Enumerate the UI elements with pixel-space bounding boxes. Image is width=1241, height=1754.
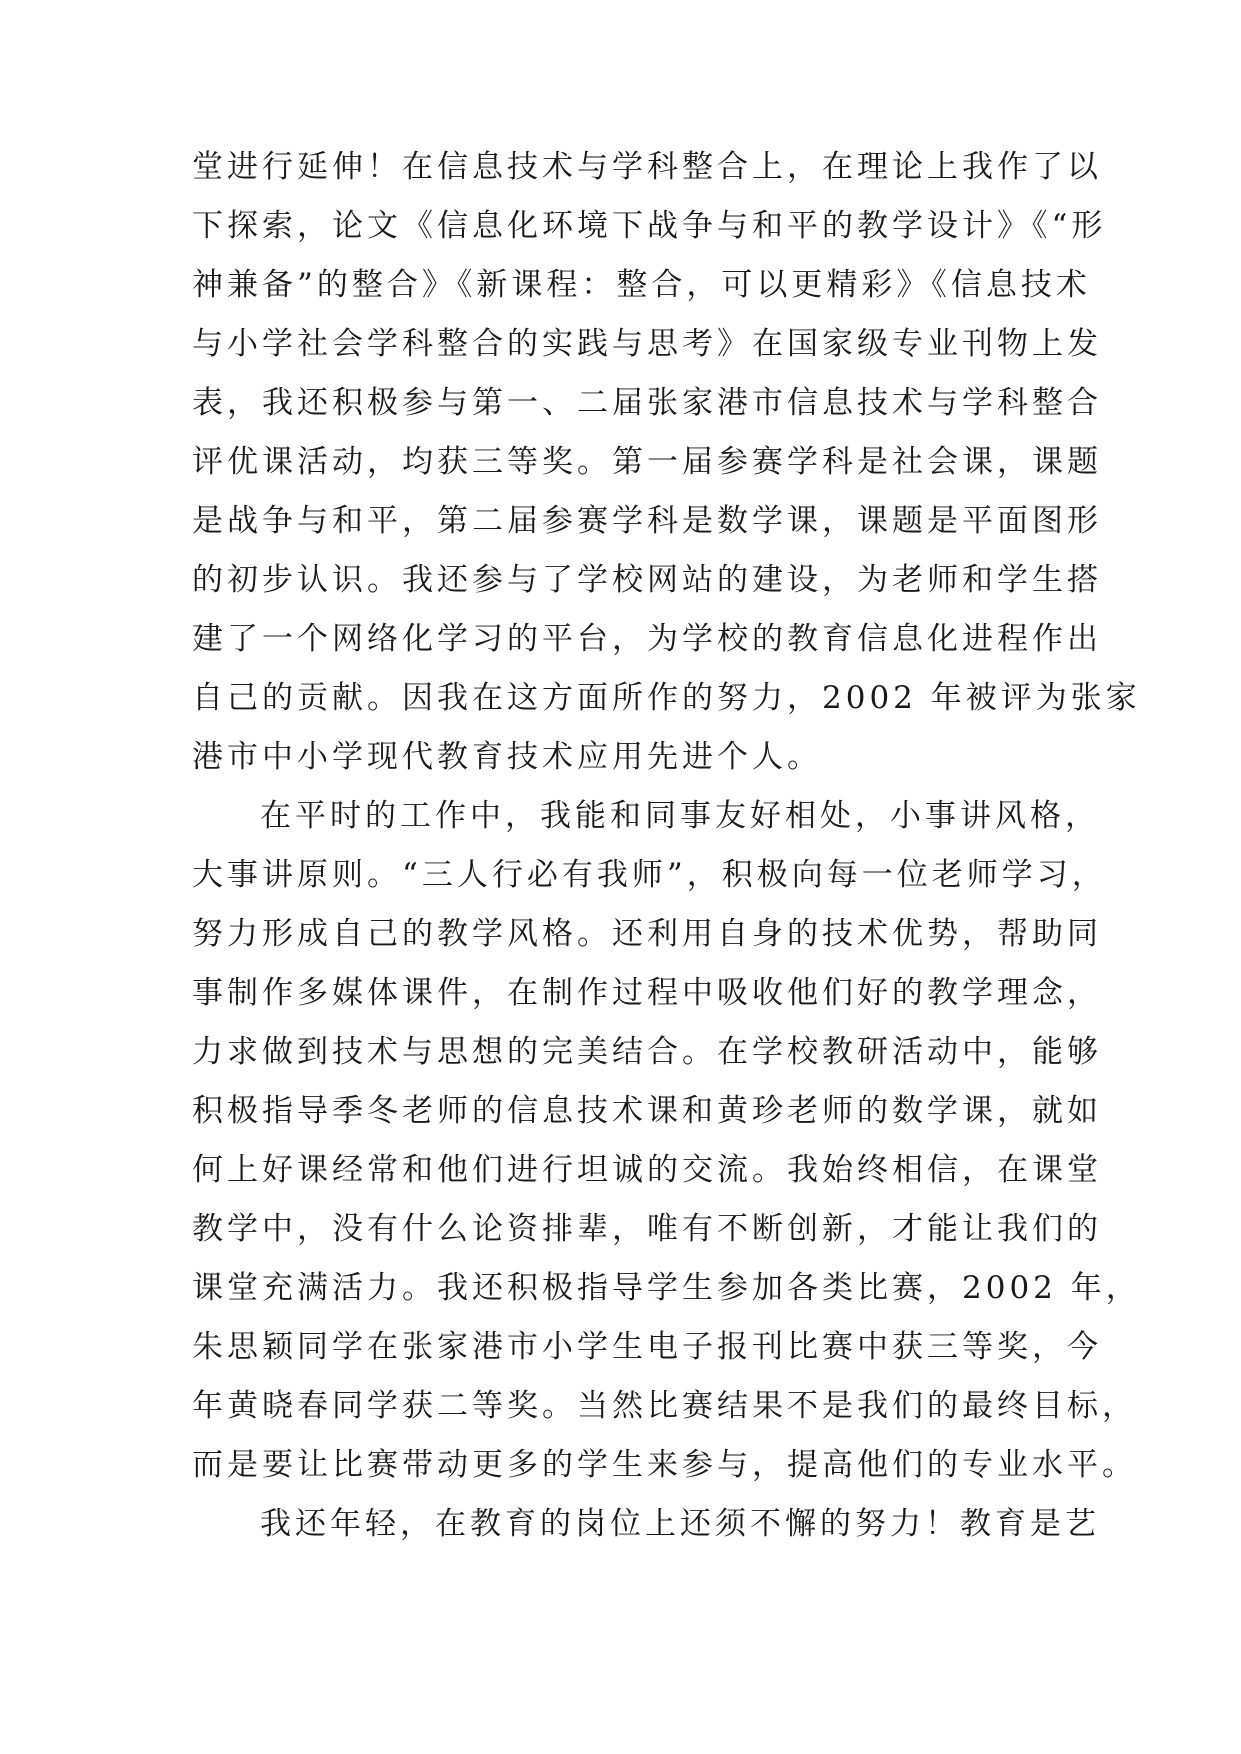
text-line: 建了一个网络化学习的平台，为学校的教育信息化进程作出 — [192, 621, 1102, 657]
text-line: 港市中小学现代教育技术应用先进个人。 — [192, 739, 822, 775]
text-line: 大事讲原则。“三人行必有我师”，积极向每一位老师学习， — [192, 857, 1107, 893]
text-line: 自己的贡献。因我在这方面所作的努力，2002 年被评为张家 — [192, 680, 1141, 716]
text-line: 而是要让比赛带动更多的学生来参与，提高他们的专业水平。 — [192, 1447, 1137, 1483]
text-line: 力求做到技术与思想的完美结合。在学校教研活动中，能够 — [192, 1034, 1102, 1070]
text-line: 教学中，没有什么论资排辈，唯有不断创新，才能让我们的 — [192, 1211, 1102, 1247]
text-line: 表，我还积极参与第一、二届张家港市信息技术与学科整合 — [192, 385, 1102, 421]
text-line: 课堂充满活力。我还积极指导学生参加各类比赛，2002 年， — [192, 1270, 1141, 1306]
text-line: 下探索，论文《信息化环境下战争与和平的教学设计》《“形 — [192, 208, 1107, 244]
text-line: 评优课活动，均获三等奖。第一届参赛学科是社会课，课题 — [192, 444, 1102, 480]
text-line: 与小学社会学科整合的实践与思考》在国家级专业刊物上发 — [192, 326, 1102, 362]
text-line: 事制作多媒体课件，在制作过程中吸收他们好的教学理念， — [192, 975, 1102, 1011]
paragraph-start-line: 我还年轻，在教育的岗位上还须不懈的努力！教育是艺 — [260, 1506, 1100, 1542]
text-line: 何上好课经常和他们进行坦诚的交流。我始终相信，在课堂 — [192, 1152, 1102, 1188]
body-text — [192, 138, 1141, 1554]
text-line: 年黄晓春同学获二等奖。当然比赛结果不是我们的最终目标， — [192, 1388, 1137, 1424]
text-line: 是战争与和平，第二届参赛学科是数学课，课题是平面图形 — [192, 503, 1102, 539]
text-line: 积极指导季冬老师的信息技术课和黄珍老师的数学课，就如 — [192, 1093, 1102, 1129]
text-line: 朱思颖同学在张家港市小学生电子报刊比赛中获三等奖，今 — [192, 1329, 1102, 1365]
paragraph-start-line: 在平时的工作中，我能和同事友好相处，小事讲风格， — [260, 798, 1100, 834]
text-line: 堂进行延伸！在信息技术与学科整合上，在理论上我作了以 — [192, 149, 1102, 185]
text-line: 神兼备”的整合》《新课程：整合，可以更精彩》《信息技术 — [192, 267, 1091, 303]
text-line: 的初步认识。我还参与了学校网站的建设，为老师和学生搭 — [192, 562, 1102, 598]
text-line: 努力形成自己的教学风格。还利用自身的技术优势，帮助同 — [192, 916, 1102, 952]
